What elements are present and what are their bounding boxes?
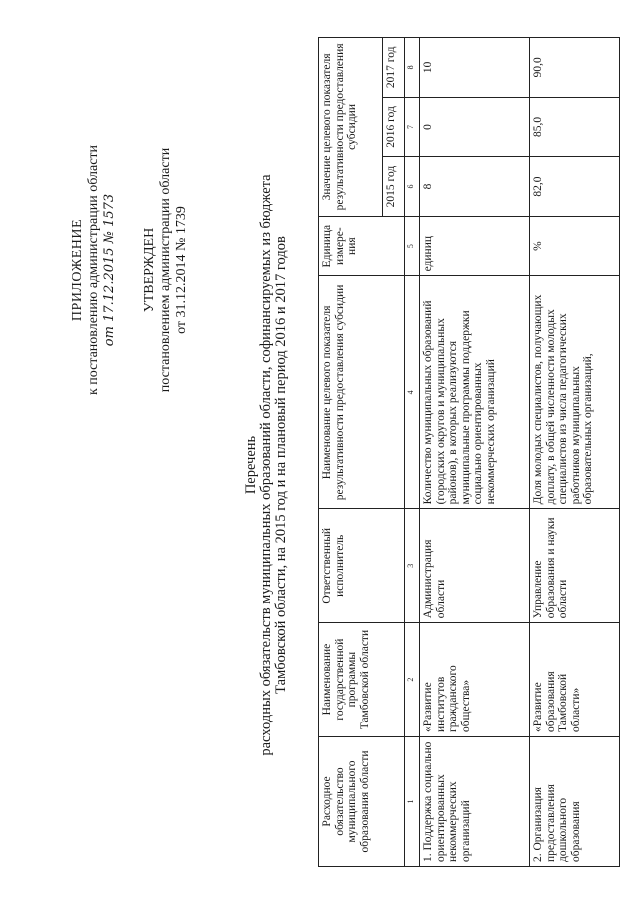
obligations-table [318,37,620,867]
header-indicator: Наименование целевого показателя результативности предоставления субсидии [319,276,405,509]
column-number: 7 [405,97,420,157]
annex-title: ПРИЛОЖЕНИЕ [70,218,85,322]
column-number: 1 [405,736,420,866]
approval-header [70,105,190,435]
row-program: «Развитие образования Тамбовской области» [530,623,620,737]
row-program: «Развитие институтов гражданского общества» [420,623,530,737]
row-value-2017: 10 [420,38,530,98]
column-number: 6 [405,157,420,217]
document-title [244,145,289,785]
header-executor: Ответственный исполнитель [319,509,405,623]
row-indicator: Количество муниципальных образований (городских округов и муниципальных районов), в которых реализуются муниципальные программы поддержки социально ориентированных некоммерческих организаций [420,276,530,509]
row-value-2016: 0 [420,97,530,157]
header-unit: Единица измере-ния [319,216,405,276]
approved-reference: постановлением администрации области [158,147,173,393]
row-value-2016: 85,0 [530,97,620,157]
row-value-2015: 82,0 [530,157,620,217]
table-row [530,38,620,867]
row-obligation: 2. Организация предоставления дошкольного образования [530,736,620,866]
approved-date: от 31.12.2014 № 1739 [174,206,189,334]
header-obligation: Расходное обязательство муниципального образования области [319,736,405,866]
column-number: 5 [405,216,420,276]
header-2015: 2015 год [383,157,405,217]
row-obligation: 1. Поддержка социально ориентированных некоммерческих организаций [420,736,530,866]
row-value-2015: 8 [420,157,530,217]
row-indicator: Доля молодых специалистов, получающих доплату, в общей численности молодых специалистов из числа педагогических работников муниципальных образовательных организаций, [530,276,620,509]
column-number-row [405,38,420,867]
column-number: 4 [405,276,420,509]
row-unit: единиц [420,216,530,276]
table-row [420,38,530,867]
title-line-3: Тамбовской области, на 2015 год и на плановый период 2016 и 2017 годов [273,236,289,694]
table-header-row [319,38,383,867]
column-number: 2 [405,623,420,737]
column-number: 8 [405,38,420,98]
title-line-2: расходных обязательств муниципальных образований области, софинансируемых из бюджета [258,174,274,756]
header-2017: 2017 год [383,38,405,98]
row-executor: Управление образования и науки области [530,509,620,623]
header-program: Наименование государственной программы Тамбовской области [319,623,405,737]
header-indicator-values: Значение целевого показателя результативности предоставления субсидии [319,38,383,217]
row-value-2017: 90,0 [530,38,620,98]
column-number: 3 [405,509,420,623]
annex-reference: к постановлению администрации области [86,144,101,396]
handwritten-date-number: от 17.12.2015 № 1573 [102,193,117,347]
row-executor: Администрация области [420,509,530,623]
row-unit: % [530,216,620,276]
approved-label: УТВЕРЖДЕН [142,227,157,313]
title-line-1: Перечень [243,435,259,495]
header-2016: 2016 год [383,97,405,157]
